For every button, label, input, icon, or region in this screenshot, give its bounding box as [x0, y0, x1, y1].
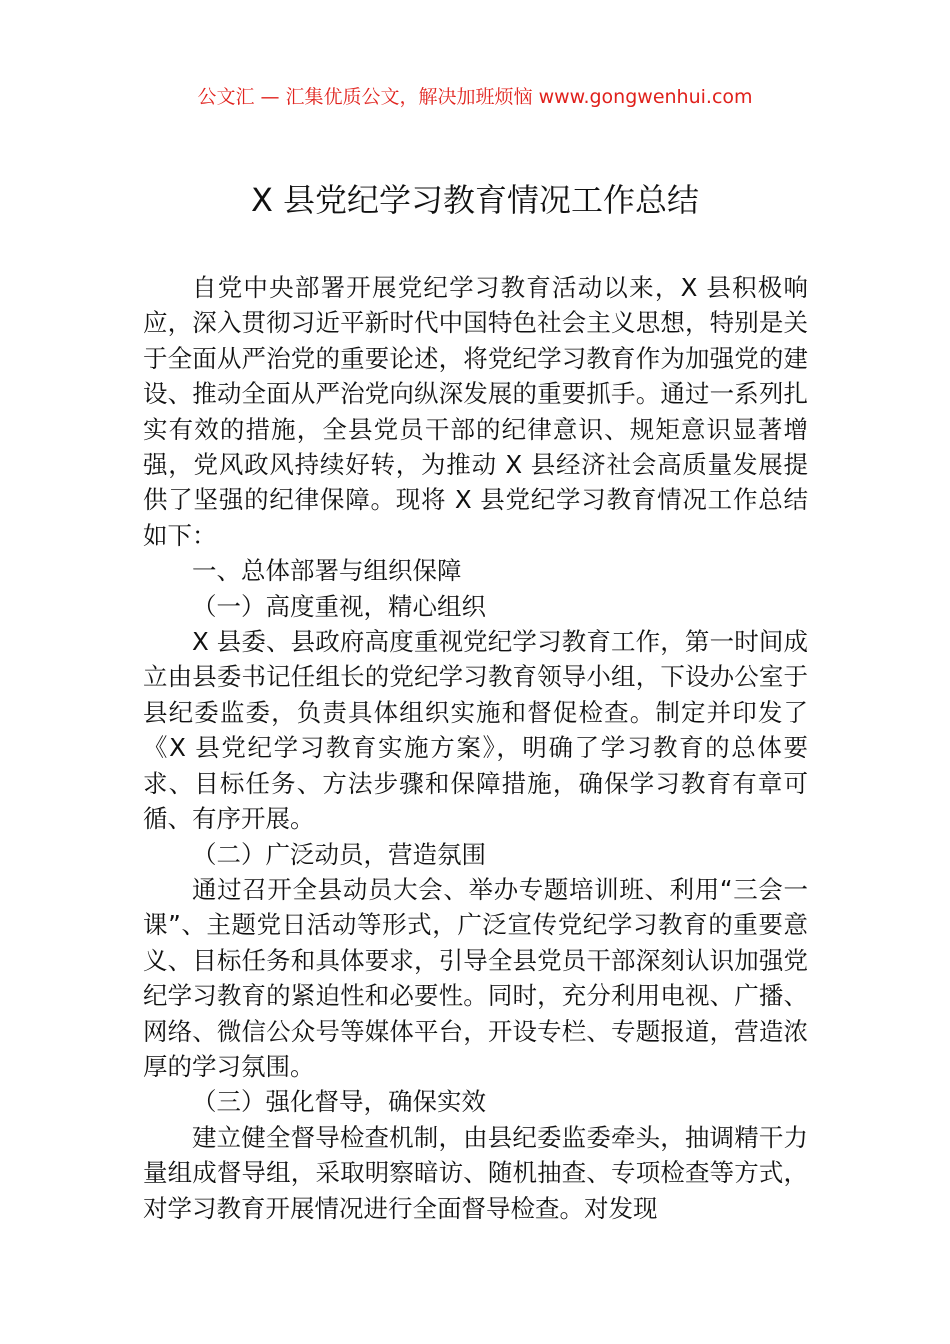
- document-body: [143, 270, 808, 1226]
- document-title: X 县党纪学习教育情况工作总结: [250, 181, 700, 219]
- section-heading-1: 一、总体部署与组织保障: [192, 556, 462, 586]
- paragraph-supervision: 建立健全督导检查机制，由县纪委监委牵头，抽调精干力量组成督导组，采取明察暗访、随机抽查、专项检查等方式，对学习教育开展情况进行全面督导检查。对发现: [143, 1122, 808, 1223]
- subsection-heading-2: （二）广泛动员，营造氛围: [192, 839, 486, 869]
- paragraph-intro: 自党中央部署开展党纪学习教育活动以来，X 县积极响应，深入贯彻习近平新时代中国特色社会主义思想，特别是关于全面从严治党的重要论述，将党纪学习教育作为加强党的建设、推动全面从严治党向纵深发展的重要抓手。通过一系列扎实有效的措施，全县党员干部的纪律意识、规矩意识显著增强，党风政风持续好转，为推动 X 县经济社会高质量发展提供了坚强的纪律保障。现将 X 县党纪学习教育情况工作总结如下：: [143, 273, 808, 550]
- subsection-heading-3: （三）强化督导，确保实效: [192, 1087, 486, 1117]
- subsection-heading-1: （一）高度重视，精心组织: [192, 591, 486, 621]
- paragraph-organization: X 县委、县政府高度重视党纪学习教育工作，第一时间成立由县委书记任组长的党纪学习教育领导小组，下设办公室于县纪委监委，负责具体组织实施和督促检查。制定并印发了《X 县党纪学习教育实施方案》，明确了学习教育的总体要求、目标任务、方法步骤和保障措施，确保学习教育有章可循、有序开展。: [143, 627, 808, 834]
- paragraph-mobilization: 通过召开全县动员大会、举办专题培训班、利用“三会一课”、主题党日活动等形式，广泛宣传党纪学习教育的重要意义、目标任务和具体要求，引导全县党员干部深刻认识加强党纪学习教育的紧迫性和必要性。同时，充分利用电视、广播、网络、微信公众号等媒体平台，开设专栏、专题报道，营造浓厚的学习氛围。: [143, 874, 808, 1081]
- site-header-banner: 公文汇 — 汇集优质公文，解决加班烦恼 www.gongwenhui.com: [197, 86, 753, 108]
